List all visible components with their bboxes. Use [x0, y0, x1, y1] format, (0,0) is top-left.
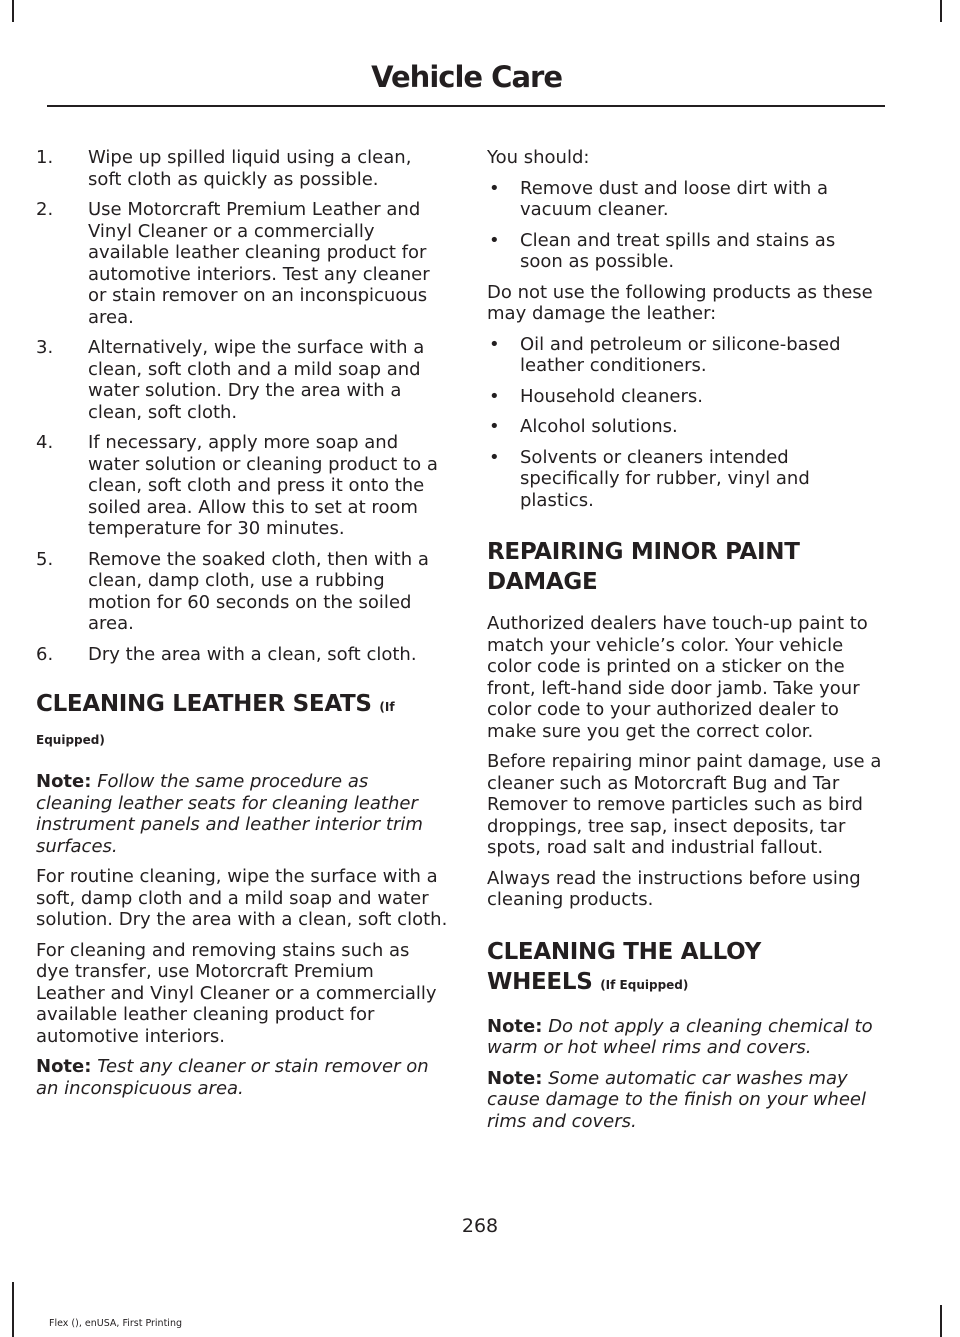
- heading-text: DAMAGE: [487, 569, 598, 595]
- step-text: Dry the area with a clean, soft cloth.: [88, 643, 417, 665]
- heading-text: REPAIRING MINOR PAINT: [487, 539, 800, 565]
- list-item: [36, 337, 448, 423]
- note-label: Note:: [36, 771, 92, 792]
- paragraph-you-should: You should:: [487, 147, 590, 168]
- list-item: [487, 386, 883, 408]
- header-rule: [47, 105, 885, 107]
- do-not-use-list: [487, 334, 883, 512]
- step-number: 2.: [36, 199, 54, 220]
- crop-mark: [940, 0, 942, 22]
- crop-mark: [940, 1305, 942, 1337]
- page-section-title: Vehicle Care: [371, 60, 562, 94]
- page-number: 268: [461, 1215, 499, 1237]
- list-item: [487, 230, 883, 273]
- list-item: [36, 147, 448, 190]
- bullet-text: Remove dust and loose dirt with a vacuum cleaner.: [520, 177, 829, 220]
- step-text: Alternatively, wipe the surface with a clean, soft cloth and a mild soap and water solution. Dry the area with a clean, soft cloth.: [88, 337, 425, 423]
- note-label: Note:: [487, 1015, 543, 1037]
- list-item: [487, 334, 883, 377]
- step-number: 4.: [36, 432, 54, 453]
- note-label: Note:: [487, 1067, 543, 1089]
- heading-text: CLEANING LEATHER SEATS: [36, 691, 372, 717]
- paragraph-do-not-use: Do not use the following products as these may damage the leather:: [487, 281, 873, 324]
- left-column: [36, 147, 448, 1108]
- step-text: Remove the soaked cloth, then with a clean, damp cloth, use a rubbing motion for 60 seconds on the soiled area.: [88, 548, 429, 634]
- bullet-icon: •: [489, 446, 500, 468]
- heading-qualifier: (If: [379, 700, 395, 714]
- bullet-text: Household cleaners.: [520, 385, 703, 407]
- note: [487, 1016, 883, 1059]
- note-text: Some automatic car washes may cause damage to the finish on your wheel rims and covers.: [487, 1067, 866, 1132]
- list-item: [487, 416, 883, 438]
- section-heading-cleaning-leather-seats: [36, 689, 448, 755]
- should-list: [487, 178, 883, 273]
- cleaning-steps-list: [36, 147, 448, 665]
- list-item: [487, 447, 883, 512]
- section-heading-cleaning-alloy-wheels: [487, 937, 883, 1000]
- step-number: 5.: [36, 548, 54, 570]
- paragraph-authorized-dealers: Authorized dealers have touch-up paint to match your vehicle’s color. Your vehicle color code is printed on a sticker on the front, left-hand side door jamb. Take your color code to your authorized dealer to make sure you get the correct color.: [487, 613, 868, 742]
- note-text: Test any cleaner or stain remover on an inconspicuous area.: [36, 1056, 429, 1099]
- crop-mark: [12, 1282, 14, 1337]
- paragraph-read-instructions: Always read the instructions before using cleaning products.: [487, 867, 861, 910]
- note: [487, 1068, 883, 1133]
- paragraph-routine-cleaning: For routine cleaning, wipe the surface with a soft, damp cloth and a mild soap and water solution. Dry the area with a clean, soft cloth.: [36, 866, 448, 930]
- list-item: [36, 432, 448, 540]
- list-item: [36, 549, 448, 635]
- section-heading-repairing-minor-paint-damage: [487, 537, 883, 597]
- step-text: Wipe up spilled liquid using a clean, soft cloth as quickly as possible.: [88, 147, 412, 190]
- note-text: Follow the same procedure as cleaning leather seats for cleaning leather instrument panels and leather interior trim surfaces.: [36, 771, 423, 857]
- bullet-text: Alcohol solutions.: [520, 416, 678, 437]
- crop-mark: [12, 0, 14, 22]
- right-column: [487, 147, 883, 1141]
- heading-text: WHEELS: [487, 968, 593, 995]
- bullet-icon: •: [489, 229, 500, 251]
- note-text: Do not apply a cleaning chemical to warm or hot wheel rims and covers.: [487, 1015, 873, 1058]
- step-number: 6.: [36, 643, 54, 665]
- bullet-text: Clean and treat spills and stains as soon as possible.: [520, 229, 836, 272]
- bullet-text: Oil and petroleum or silicone-based leather conditioners.: [520, 333, 841, 376]
- step-text: If necessary, apply more soap and water solution or cleaning product to a clean, soft cloth and press it onto the soiled area. Allow this to set at room temperature for 30 minutes.: [88, 432, 438, 539]
- list-item: [36, 199, 448, 328]
- step-text: Use Motorcraft Premium Leather and Vinyl Cleaner or a commercially available leather cleaning product for automotive interiors. Test any cleaner or stain remover on an inconspicuous area.: [88, 199, 430, 328]
- list-item: [487, 178, 883, 221]
- note: [36, 1056, 448, 1099]
- list-item: [36, 644, 448, 666]
- bullet-icon: •: [489, 385, 500, 407]
- paragraph-stain-removal: For cleaning and removing stains such as dye transfer, use Motorcraft Premium Leather and Vinyl Cleaner or a commercially available leather cleaning product for automotive interiors.: [36, 939, 437, 1047]
- paragraph-before-repairing: Before repairing minor paint damage, use a cleaner such as Motorcraft Bug and Tar Remover to remove particles such as bird droppings, tree sap, insect deposits, tar spots, road salt and industrial fallout.: [487, 751, 882, 858]
- heading-qualifier: (If Equipped): [600, 977, 689, 992]
- bullet-text: Solvents or cleaners intended specifically for rubber, vinyl and plastics.: [520, 446, 810, 511]
- step-number: 1.: [36, 147, 54, 168]
- bullet-icon: •: [489, 416, 500, 437]
- heading-qualifier: Equipped): [36, 733, 105, 747]
- bullet-icon: •: [489, 177, 500, 199]
- note-label: Note:: [36, 1056, 92, 1077]
- step-number: 3.: [36, 337, 54, 358]
- bullet-icon: •: [489, 333, 500, 355]
- heading-text: CLEANING THE ALLOY: [487, 938, 761, 965]
- note: [36, 771, 448, 857]
- edition-footer: Flex (), enUSA, First Printing: [49, 1318, 182, 1329]
